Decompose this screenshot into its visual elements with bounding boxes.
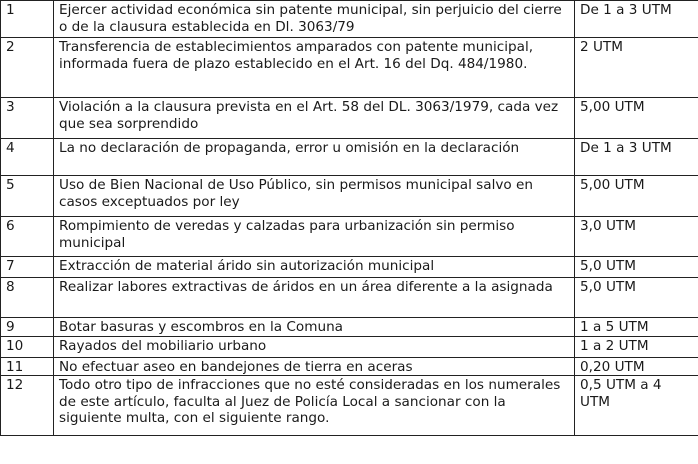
fine-amount: De 1 a 3 UTM <box>575 139 698 176</box>
row-number: 9 <box>1 318 54 337</box>
infraction-description: La no declaración de propaganda, error u omisión en la declaración <box>54 139 575 176</box>
fine-amount: 3,0 UTM <box>575 217 698 257</box>
fine-amount: 1 a 5 UTM <box>575 318 698 337</box>
fine-amount: 5,0 UTM <box>575 257 698 278</box>
table-row <box>1 318 698 337</box>
fine-amount: 0,5 UTM a 4 UTM <box>575 376 698 436</box>
infraction-description: Violación a la clausura prevista en el Art. 58 del DL. 3063/1979, cada vez que sea sorprendido <box>54 98 575 139</box>
table-row <box>1 1 698 38</box>
table-row <box>1 336 698 357</box>
fine-amount: 2 UTM <box>575 38 698 98</box>
infraction-description: Rayados del mobiliario urbano <box>54 336 575 357</box>
infraction-description: Ejercer actividad económica sin patente municipal, sin perjuicio del cierre o de la clausura establecida en Dl. 3063/79 <box>54 1 575 38</box>
row-number: 10 <box>1 336 54 357</box>
table-row <box>1 98 698 139</box>
infraction-description: Realizar labores extractivas de áridos en un área diferente a la asignada <box>54 278 575 318</box>
fine-amount: De 1 a 3 UTM <box>575 1 698 38</box>
table-row <box>1 278 698 318</box>
row-number: 1 <box>1 1 54 38</box>
infraction-description: Transferencia de establecimientos amparados con patente municipal, informada fuera de plazo establecido en el Art. 16 del Dq. 484/1980. <box>54 38 575 98</box>
row-number: 6 <box>1 217 54 257</box>
fine-amount: 5,0 UTM <box>575 278 698 318</box>
row-number: 7 <box>1 257 54 278</box>
infraction-description: Todo otro tipo de infracciones que no esté consideradas en los numerales de este artículo, faculta al Juez de Policía Local a sancionar con la siguiente multa, con el siguiente rango. <box>54 376 575 436</box>
row-number: 8 <box>1 278 54 318</box>
table-row <box>1 139 698 176</box>
row-number: 2 <box>1 38 54 98</box>
table-row <box>1 38 698 98</box>
infraction-description: No efectuar aseo en bandejones de tierra en aceras <box>54 357 575 376</box>
infraction-description: Rompimiento de veredas y calzadas para urbanización sin permiso municipal <box>54 217 575 257</box>
table-row <box>1 217 698 257</box>
row-number: 3 <box>1 98 54 139</box>
fine-amount: 5,00 UTM <box>575 98 698 139</box>
fine-amount: 0,20 UTM <box>575 357 698 376</box>
row-number: 4 <box>1 139 54 176</box>
row-number: 11 <box>1 357 54 376</box>
table-row <box>1 176 698 217</box>
infraction-description: Uso de Bien Nacional de Uso Público, sin permisos municipal salvo en casos exceptuados por ley <box>54 176 575 217</box>
infraction-description: Extracción de material árido sin autorización municipal <box>54 257 575 278</box>
table-row <box>1 357 698 376</box>
infraction-description: Botar basuras y escombros en la Comuna <box>54 318 575 337</box>
row-number: 5 <box>1 176 54 217</box>
row-number: 12 <box>1 376 54 436</box>
table-row <box>1 257 698 278</box>
fine-amount: 5,00 UTM <box>575 176 698 217</box>
fine-amount: 1 a 2 UTM <box>575 336 698 357</box>
table-row <box>1 376 698 436</box>
